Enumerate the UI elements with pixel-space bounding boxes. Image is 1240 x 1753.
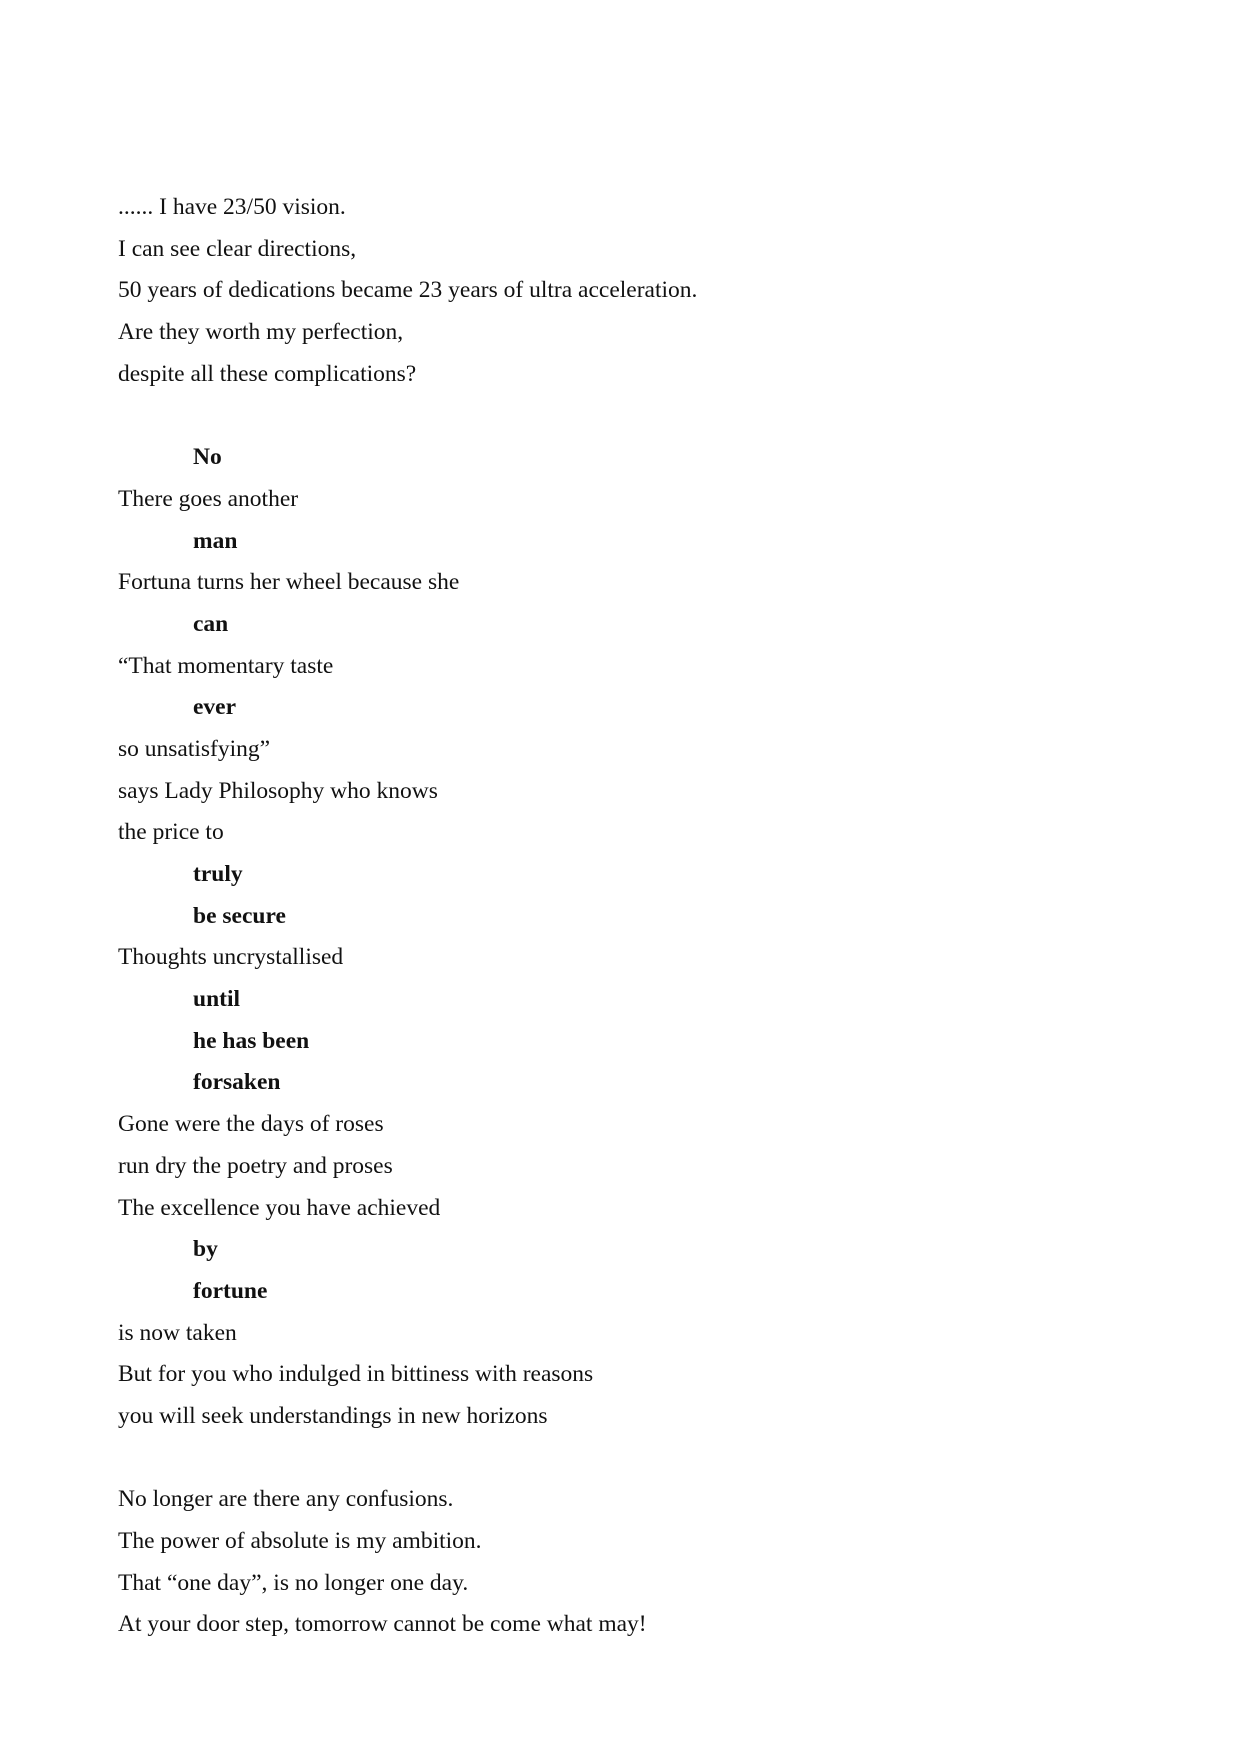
stanza-middle (118, 437, 1118, 1438)
poem-line: I can see clear directions, (118, 235, 357, 262)
poem-line: At your door step, tomorrow cannot be come what may! (118, 1611, 647, 1638)
poem-line-emphasis: man (193, 527, 238, 554)
poem-line-emphasis: fortune (193, 1277, 268, 1304)
poem-line: 50 years of dedications became 23 years of ultra acceleration. (118, 277, 698, 304)
poem-line: ...... I have 23/50 vision. (118, 194, 346, 220)
poem-line-emphasis: forsaken (193, 1069, 281, 1096)
poem-line: There goes another (118, 485, 299, 512)
poem-line: But for you who indulged in bittiness with reasons (118, 1361, 594, 1388)
poem-line: Gone were the days of roses (118, 1111, 384, 1138)
poem-line: The power of absolute is my ambition. (118, 1528, 482, 1554)
poem-line: The excellence you have achieved (118, 1194, 441, 1221)
poem-line-emphasis: can (193, 610, 229, 637)
poem-line-emphasis: No (193, 444, 222, 471)
stanza-break (118, 395, 1118, 437)
poem-line: is now taken (118, 1319, 237, 1346)
poem-line: Thoughts uncrystallised (118, 944, 344, 971)
stanza-break (118, 1438, 1118, 1480)
poem-line: Are they worth my perfection, (118, 319, 404, 346)
poem-line: That “one day”, is no longer one day. (118, 1569, 469, 1596)
poem-line: despite all these complications? (118, 360, 417, 387)
poem-line-emphasis: by (193, 1236, 218, 1263)
stanza-opening (118, 187, 1118, 395)
poem-line-emphasis: he has been (193, 1027, 310, 1054)
poem-line-emphasis: truly (193, 861, 243, 887)
poem-body (118, 187, 1118, 1646)
poem-line: says Lady Philosophy who knows (118, 777, 438, 804)
poem-line-emphasis: until (193, 986, 241, 1013)
poem-line: “That momentary taste (118, 652, 334, 679)
poem-line-emphasis: ever (193, 694, 237, 721)
poem-line-emphasis: be secure (193, 902, 286, 929)
poem-line: Fortuna turns her wheel because she (118, 569, 460, 596)
poem-line: No longer are there any confusions. (118, 1486, 454, 1513)
stanza-closing (118, 1479, 1118, 1646)
poem-line: run dry the poetry and proses (118, 1152, 393, 1179)
poem-line: you will seek understandings in new horizons (118, 1402, 548, 1429)
poem-line: the price to (118, 819, 224, 846)
poem-line: so unsatisfying” (118, 735, 271, 762)
